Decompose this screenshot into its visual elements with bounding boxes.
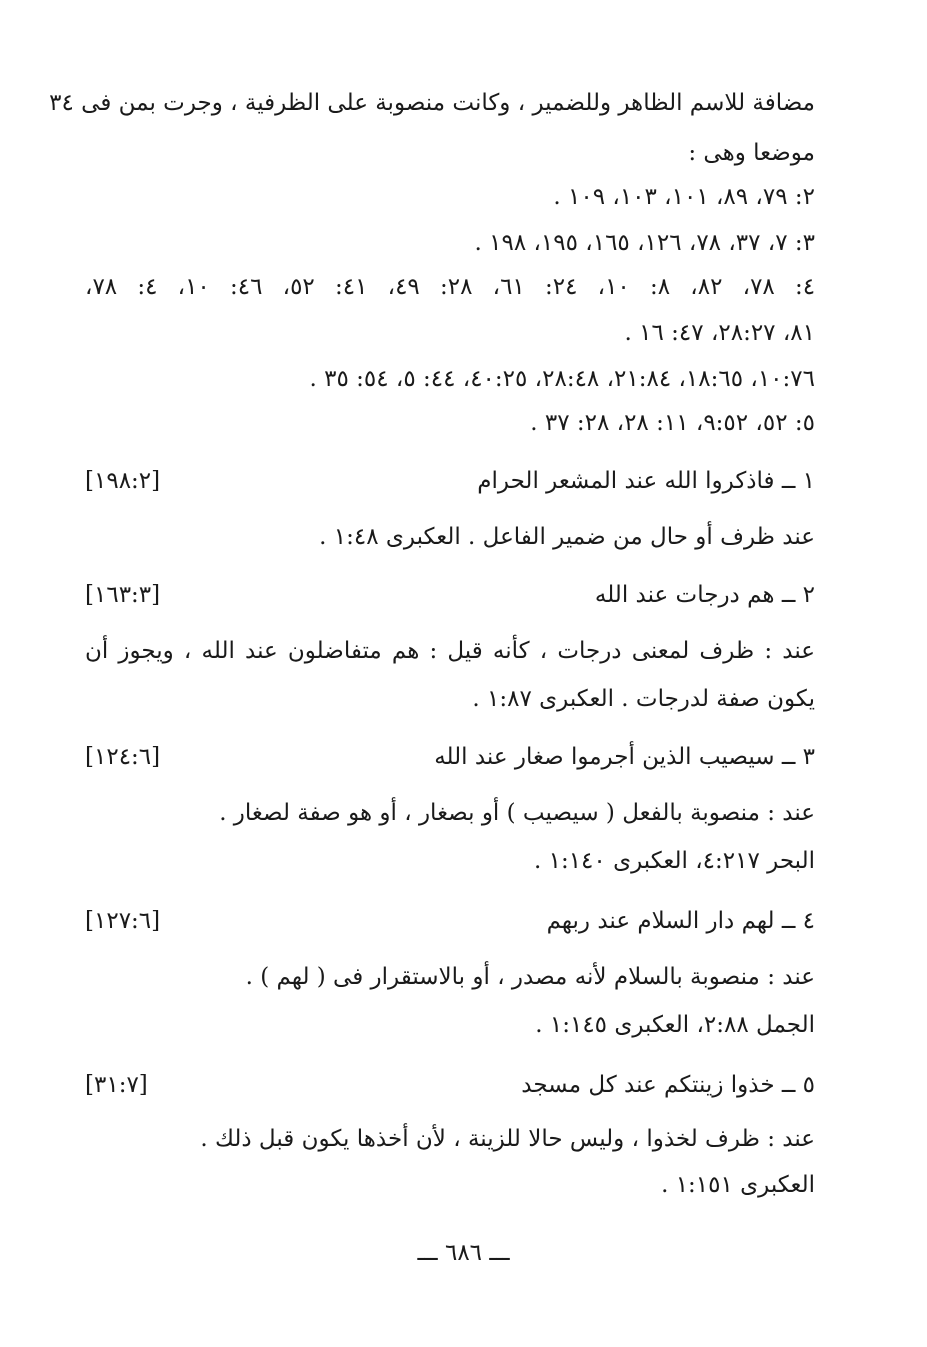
- page-number: ـــ ٦٨٦ ـــ: [417, 1240, 510, 1266]
- entry-body-line: عند : ظرف لخذوا ، وليس حالا للزينة ، لأن أخذها يكون قبل ذلك .: [200, 1126, 815, 1152]
- entry-body-line: عند : منصوبة بالسلام لأنه مصدر ، أو بالاستقرار فى ( لهم ) .: [245, 964, 815, 990]
- verse-reference: [١٢٧:٦]: [85, 908, 161, 934]
- verse-reference: [٣١:٧]: [85, 1072, 148, 1098]
- reference-line: ٣: ٧، ٣٧، ٧٨، ١٢٦، ١٦٥، ١٩٥، ١٩٨ .: [474, 230, 815, 256]
- entry-heading: [85, 906, 815, 936]
- entry-heading: [85, 580, 815, 610]
- verse-reference: [١٩٨:٢]: [85, 468, 161, 494]
- verse-reference: [١٢٤:٦]: [85, 744, 161, 770]
- verse-title: ٢ ــ هم درجات عند الله: [594, 582, 815, 608]
- verse-title: ٤ ــ لهم دار السلام عند ربهم: [546, 908, 815, 934]
- entry-heading: [85, 466, 815, 496]
- entry-body-line: العكبرى ١:١٥١ .: [661, 1172, 815, 1198]
- verse-reference: [١٦٣:٣]: [85, 582, 161, 608]
- verse-title: ١ ــ فاذكروا الله عند المشعر الحرام: [477, 468, 815, 494]
- entry-heading: [85, 1070, 815, 1100]
- entry-body-line: البحر ٤:٢١٧، العكبرى ١:١٤٠ .: [533, 848, 815, 874]
- entry-heading: [85, 742, 815, 772]
- verse-title: ٥ ــ خذوا زينتكم عند كل مسجد: [521, 1072, 815, 1098]
- reference-line: ٨١، ٢٨:٢٧، ٤٧: ١٦ .: [624, 320, 815, 346]
- entry-body-line: عند : منصوبة بالفعل ( سيصيب ) أو بصغار ، أو هو صفة لصغار .: [219, 800, 815, 826]
- entry-body-line: عند : ظرف لمعنى درجات ، كأنه قيل : هم متفاضلون عند الله ، ويجوز أن: [85, 638, 815, 664]
- intro-line-2: موضعا وهى :: [688, 140, 815, 166]
- intro-line-1: مضافة للاسم الظاهر وللضمير ، وكانت منصوبة على الظرفية ، وجرت بمن فى ٣٤: [49, 90, 815, 116]
- verse-title: ٣ ــ سيصيب الذين أجرموا صغار عند الله: [434, 744, 815, 770]
- entry-body-line: عند ظرف أو حال من ضمير الفاعل . العكبرى ١:٤٨ .: [319, 524, 815, 550]
- reference-line: ٢: ٧٩، ٨٩، ١٠١، ١٠٣، ١٠٩ .: [553, 184, 815, 210]
- reference-line: ٤: ٧٨، ٨٢، ٨: ١٠، ٢٤: ٦١، ٢٨: ٤٩، ٤١: ٥٢، ٤٦: ١٠، ٤: ٧٨،: [85, 274, 816, 300]
- reference-line: ٥: ٥٢، ٩:٥٢، ١١: ٢٨، ٢٨: ٣٧ .: [530, 410, 815, 436]
- entry-body-line: الجمل ٢:٨٨، العكبرى ١:١٤٥ .: [535, 1012, 815, 1038]
- entry-body-line: يكون صفة لدرجات . العكبرى ١:٨٧ .: [472, 686, 815, 712]
- reference-line: ١٠:٧٦، ١٨:٦٥، ٢١:٨٤، ٢٨:٤٨، ٤٠:٢٥، ٤٤: ٥، ٥٤: ٣٥ .: [309, 366, 815, 392]
